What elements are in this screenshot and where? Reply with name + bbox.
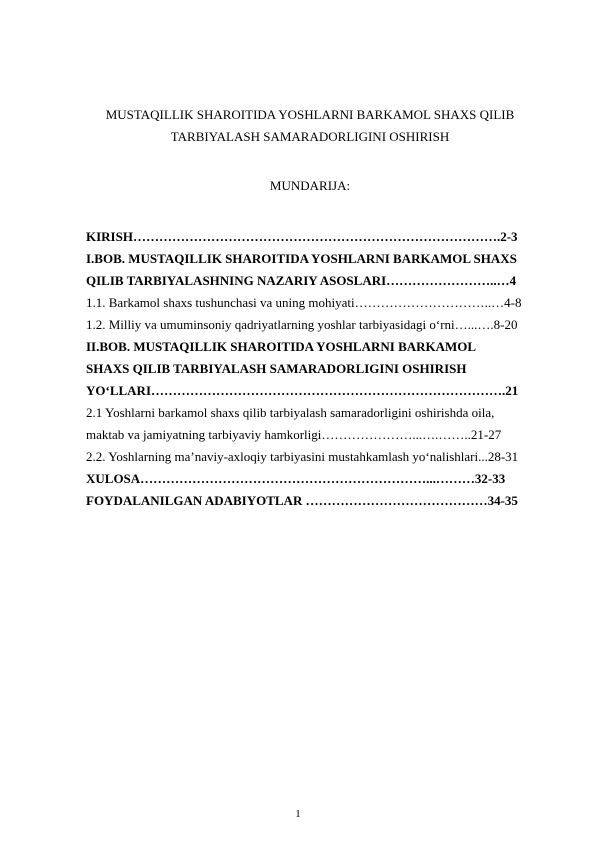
toc-entry: QILIB TARBIYALASHNING NAZARIY ASOSLARI……………………..…4 xyxy=(86,273,517,288)
title-line-1: MUSTAQILLIK SHAROITIDA YOSHLARNI BARKAMOL SHAXS QILIB xyxy=(105,107,515,122)
toc-entry: YO‘LLARI……………………………………………………………………….21 xyxy=(86,383,519,398)
document-title xyxy=(70,104,550,148)
toc-entry: KIRISH………………………………………………………………………….2-3 xyxy=(86,229,518,244)
toc-entry: maktab va jamiyatning tarbiyaviy hamkorligi…………………...….……..21-27 xyxy=(86,427,502,442)
toc-entry: 2.2. Yoshlarning ma’naviy-axloqiy tarbiyasini mustahkamlash yo‘nalishlari...28-31 xyxy=(86,449,519,464)
table-of-contents xyxy=(86,226,552,512)
toc-entry: I.BOB. MUSTAQILLIK SHAROITIDA YOSHLARNI BARKAMOL SHAXS xyxy=(86,251,517,266)
toc-entry: XULOSA…………………………………………………………...………32-33 xyxy=(86,471,506,486)
title-line-2: TARBIYALASH SAMARADORLIGINI OSHIRISH xyxy=(170,129,450,144)
toc-entry: 1.2. Milliy va umuminsoniy qadriyatlarning yoshlar tarbiyasidagi o‘rni…...….8-20 xyxy=(86,317,518,332)
toc-entry: 2.1 Yoshlarni barkamol shaxs qilib tarbiyalash samaradorligini oshirishda oila, xyxy=(86,405,495,420)
contents-heading: MUNDARIJA: xyxy=(269,178,351,193)
toc-entry: FOYDALANILGAN ADABIYOTLAR ……………………………………34-35 xyxy=(86,493,518,508)
page-number: 1 xyxy=(295,808,301,820)
toc-entry: 1.1. Barkamol shaxs tushunchasi va uning mohiyati…………………………..…4-8 xyxy=(86,295,522,310)
toc-entry: II.BOB. MUSTAQILLIK SHAROITIDA YOSHLARNI BARKAMOL xyxy=(86,339,477,354)
toc-entry: SHAXS QILIB TARBIYALASH SAMARADORLIGINI OSHIRISH xyxy=(86,361,467,376)
